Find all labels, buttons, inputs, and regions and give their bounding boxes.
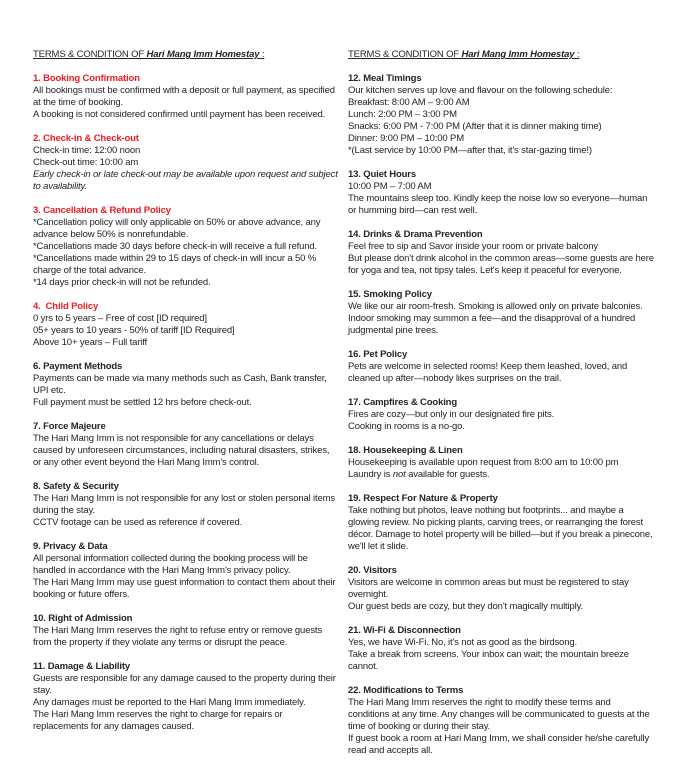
section-paragraph: Check-out time: 10:00 am [33, 157, 139, 168]
terms-section-check-in-check-out [33, 133, 339, 193]
section-paragraph: All bookings must be confirmed with a deposit or full payment, as specified at the time of booking. [33, 85, 338, 108]
section-paragraph: CCTV footage can be used as reference if covered. [33, 517, 243, 528]
section-paragraph: Cooking in rooms is a no-go. [348, 421, 465, 432]
section-heading-privacy-data: 9. Privacy & Data [33, 541, 108, 552]
section-paragraph: 05+ years to 10 years - 50% of tariff [ID Required] [33, 325, 235, 336]
section-heading-modifications-to-terms: 22. Modifications to Terms [348, 685, 464, 696]
section-paragraph: Fires are cozy—but only in our designated fire pits. [348, 409, 555, 420]
section-paragraph: Breakfast: 8:00 AM – 9:00 AM [348, 97, 470, 108]
section-paragraph: Any damages must be reported to the Hari Mang Imm immediately. [33, 697, 306, 708]
section-heading-meal-timings: 12. Meal Timings [348, 73, 422, 84]
section-paragraph: Full payment must be settled 12 hrs before check-out. [33, 397, 252, 408]
section-heading-cancellation-refund-policy: 3. Cancellation & Refund Policy [33, 205, 171, 216]
section-paragraph: Housekeeping is available upon request from 8:00 am to 10:00 pm [348, 457, 619, 468]
document-title-prefix: TERMS & CONDITION OF [348, 49, 462, 60]
homestay-name: Hari Mang Imm Homestay [146, 49, 260, 60]
columns [33, 49, 657, 769]
section-paragraph: Above 10+ years – Full tariff [33, 337, 148, 348]
terms-section-cancellation-refund-policy [33, 205, 339, 289]
section-paragraph: The Hari Mang Imm reserves the right to charge for repairs or replacements for any damages caused. [33, 709, 286, 732]
terms-section-right-of-admission [33, 613, 339, 649]
section-paragraph: *Cancellations made 30 days before check-in will receive a full refund. [33, 241, 318, 252]
section-paragraph: Snacks: 6:00 PM - 7:00 PM (After that it is dinner making time) [348, 121, 602, 132]
section-paragraph: *Cancellations made within 29 to 15 days of check-in will incur a 50 % charge of the total advance. [33, 253, 319, 276]
terms-section-pet-policy [348, 349, 654, 385]
section-heading-check-in-check-out: 2. Check-in & Check-out [33, 133, 139, 144]
section-heading-campfires-cooking: 17. Campfires & Cooking [348, 397, 457, 408]
section-paragraph: Pets are welcome in selected rooms! Keep them leashed, loved, and cleaned up after—nobody likes surprises on the trail. [348, 361, 630, 384]
section-paragraph: If guest book a room at Hari Mang Imm, we shall consider he/she carefully read and accepts all. [348, 733, 652, 756]
section-paragraph: Check-in time: 12:00 noon [33, 145, 141, 156]
terms-section-privacy-data [33, 541, 339, 601]
section-paragraph: All personal information collected during the booking process will be handled in accordance with the Hari Mang Imm's privacy policy. [33, 553, 311, 576]
section-heading-quiet-hours: 13. Quiet Hours [348, 169, 416, 180]
section-heading-damage-liability: 11. Damage & Liability [33, 661, 131, 672]
terms-section-booking-confirmation [33, 73, 339, 121]
section-paragraph: Laundry is not available for guests. [348, 469, 490, 480]
section-paragraph: Dinner: 9:00 PM – 10:00 PM [348, 133, 464, 144]
terms-section-meal-timings [348, 73, 654, 157]
section-paragraph: *14 days prior check-in will not be refunded. [33, 277, 211, 288]
section-heading-right-of-admission: 10. Right of Admission [33, 613, 133, 624]
terms-section-drinks-drama-prevention [348, 229, 657, 277]
terms-column-left [33, 49, 339, 769]
section-heading-smoking-policy: 15. Smoking Policy [348, 289, 432, 300]
terms-section-child-policy [33, 301, 339, 349]
section-paragraph: We like our air room-fresh. Smoking is allowed only on private balconies. Indoor smoking may summon a fee—and the disapproval of a hundred judgmental pine trees. [348, 301, 646, 336]
document-title-suffix: : [574, 49, 580, 60]
terms-section-visitors [348, 565, 654, 613]
section-paragraph: Early check-in or late check-out may be available upon request and subject to availability. [33, 169, 341, 192]
section-paragraph: Yes, we have Wi-Fi. No, it's not as good as the birdsong. [348, 637, 577, 648]
section-paragraph: The Hari Mang Imm is not responsible for any lost or stolen personal items during the stay. [33, 493, 338, 516]
terms-section-respect-for-nature-property [348, 493, 654, 553]
section-paragraph: Payments can be made via many methods such as Cash, Bank transfer, UPI etc. [33, 373, 330, 396]
section-paragraph: Lunch: 2:00 PM – 3:00 PM [348, 109, 457, 120]
section-heading-pet-policy: 16. Pet Policy [348, 349, 408, 360]
section-heading-child-policy: 4. Child Policy [33, 301, 99, 312]
section-paragraph: 0 yrs to 5 years – Free of cost [ID required] [33, 313, 207, 324]
terms-section-smoking-policy [348, 289, 654, 337]
terms-section-housekeeping-linen [348, 445, 654, 481]
section-paragraph: Our kitchen serves up love and flavour on the following schedule: [348, 85, 613, 96]
section-paragraph: A booking is not considered confirmed until payment has been received. [33, 109, 326, 120]
section-paragraph: Guests are responsible for any damage caused to the property during their stay. [33, 673, 339, 696]
terms-section-damage-liability [33, 661, 339, 733]
section-paragraph: Take a break from screens. Your inbox can wait; the mountain breeze cannot. [348, 649, 632, 672]
document-title [348, 49, 654, 61]
document-title [33, 49, 339, 61]
terms-section-campfires-cooking [348, 397, 654, 433]
section-heading-booking-confirmation: 1. Booking Confirmation [33, 73, 140, 84]
terms-section-quiet-hours [348, 169, 654, 217]
section-heading-visitors: 20. Visitors [348, 565, 397, 576]
terms-section-modifications-to-terms [348, 685, 654, 757]
terms-column-right [348, 49, 657, 769]
terms-section-safety-security [33, 481, 339, 529]
section-paragraph: The mountains sleep too. Kindly keep the noise low so everyone—human or humming bird—can rest well. [348, 193, 650, 216]
section-paragraph: The Hari Mang Imm reserves the right to refuse entry or remove guests from the property if they violate any terms or disrupt the peace. [33, 625, 325, 648]
section-paragraph: *(Last service by 10:00 PM—after that, it's star-gazing time!) [348, 145, 592, 156]
section-heading-drinks-drama-prevention: 14. Drinks & Drama Prevention [348, 229, 483, 240]
homestay-name: Hari Mang Imm Homestay [461, 49, 575, 60]
section-paragraph: *Cancellation policy will only applicable on 50% or above advance, any advance below 50% is nonrefundable. [33, 217, 323, 240]
section-paragraph: Our guest beds are cozy, but they don't magically multiply. [348, 601, 583, 612]
section-heading-force-majeure: 7. Force Majeure [33, 421, 106, 432]
terms-section-force-majeure [33, 421, 339, 469]
section-heading-payment-methods: 6. Payment Methods [33, 361, 123, 372]
section-heading-housekeeping-linen: 18. Housekeeping & Linen [348, 445, 463, 456]
section-paragraph: Take nothing but photos, leave nothing but footprints... and maybe a glowing review. No picking plants, carving trees, or rearranging the forest décor. Damage to hotel property will be billed—but if you break a pinecone, we'll let it slide. [348, 505, 656, 552]
document-title-prefix: TERMS & CONDITION OF [33, 49, 147, 60]
section-paragraph: The Hari Mang Imm reserves the right to modify these terms and conditions at any time. Any changes will be communicated to guests at the time of booking or during their stay. [348, 697, 653, 732]
section-paragraph: 10:00 PM – 7:00 AM [348, 181, 432, 192]
document-title-suffix: : [259, 49, 265, 60]
section-heading-wifi-disconnection: 21. Wi-Fi & Disconnection [348, 625, 461, 636]
section-paragraph: Visitors are welcome in common areas but must be registered to stay overnight. [348, 577, 632, 600]
section-paragraph: Feel free to sip and Savor inside your room or private balcony [348, 241, 598, 252]
section-heading-respect-for-nature-property: 19. Respect For Nature & Property [348, 493, 498, 504]
section-paragraph: But please don't drink alcohol in the common areas—some guests are here for yoga and tea, not tipsy tales. Let's keep it peaceful for everyone. [348, 253, 657, 276]
terms-section-payment-methods [33, 361, 339, 409]
section-heading-safety-security: 8. Safety & Security [33, 481, 119, 492]
terms-section-wifi-disconnection [348, 625, 654, 673]
section-paragraph: The Hari Mang Imm may use guest information to contact them about their booking or future offers. [33, 577, 338, 600]
section-paragraph: The Hari Mang Imm is not responsible for any cancellations or delays caused by unforeseen circumstances, including natural disasters, strikes, or any other event beyond the Hari Mang Imm's control. [33, 433, 332, 468]
